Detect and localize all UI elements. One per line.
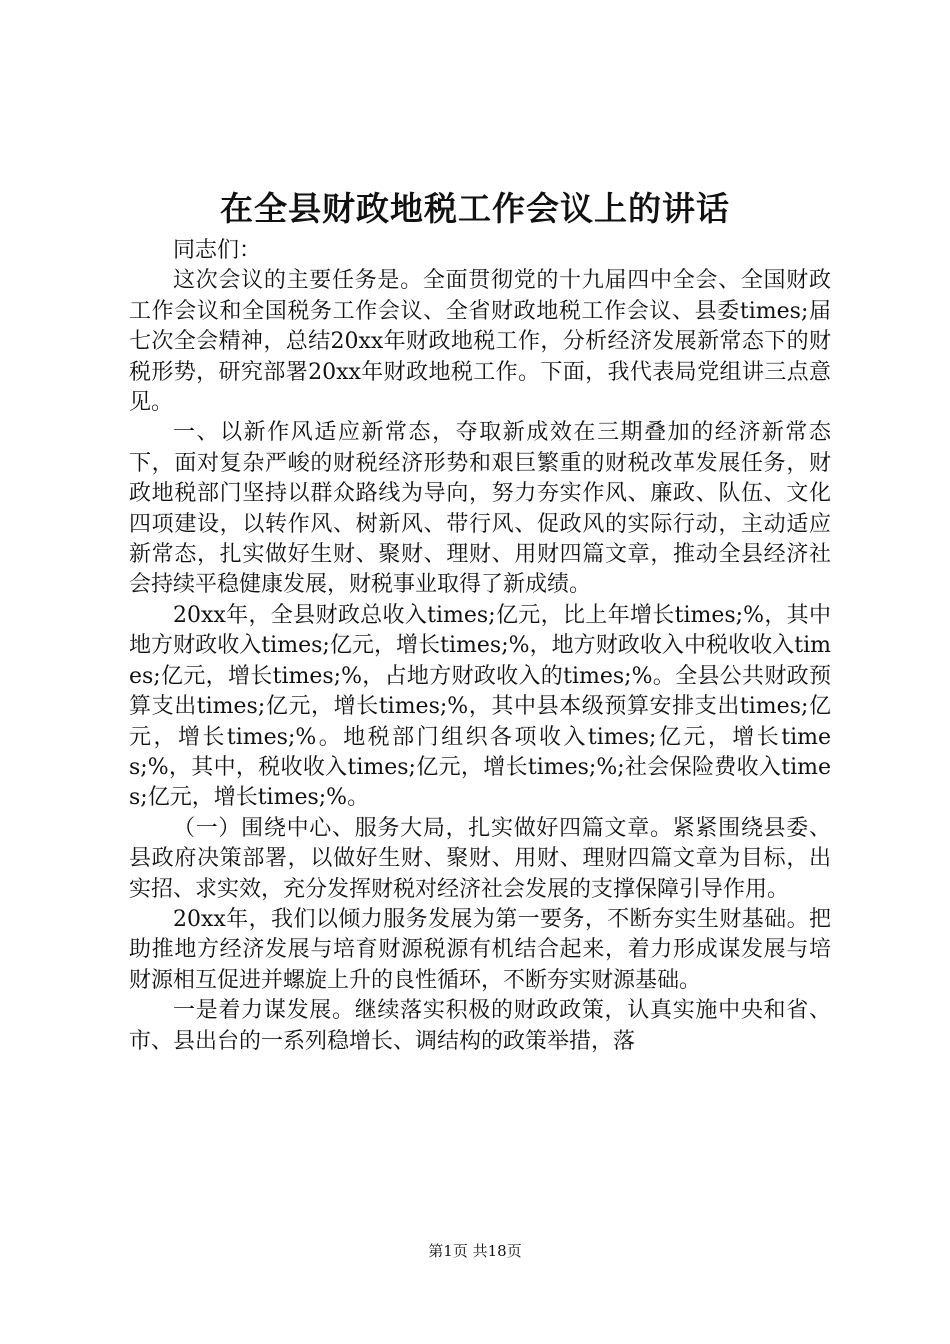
page-title: 在全县财政地税工作会议上的讲话: [220, 189, 730, 228]
body-paragraph: （一）围绕中心、服务大局，扎实做好四篇文章。紧紧围绕县委、县政府决策部署，以做好生财、聚财、用财、理财四篇文章为目标，出实招、求实效，充分发挥财税对经济社会发展的支撑保障引导作用。: [129, 815, 831, 902]
body-paragraph: 20xx年，我们以倾力服务发展为第一要务，不断夯实生财基础。把助推地方经济发展与培育财源税源有机结合起来，着力形成谋发展与培财源相互促进并螺旋上升的良性循环，不断夯实财源基础。: [129, 906, 831, 993]
body-paragraph: 20xx年，全县财政总收入times;亿元，比上年增长times;%，其中地方财政收入times;亿元，增长times;%，地方财政收入中税收收入times;亿元，增长times;%，占地方财政收入的times;%。全县公共财政预算支出times;亿元，增长times;%，其中县本级预算安排支出times;亿元，增长times;%。地税部门组织各项收入times;亿元，增长times;%，其中，税收收入times;亿元，增长times;%;社会保险费收入times;亿元，增长times;%。: [129, 602, 831, 811]
page-number-footer: 第1页 共18页: [428, 1242, 522, 1260]
body-paragraph: 一是着力谋发展。继续落实积极的财政政策，认真实施中央和省、市、县出台的一系列稳增长、调结构的政策举措，落: [129, 998, 831, 1054]
body-paragraph: 这次会议的主要任务是。全面贯彻党的十九届四中全会、全国财政工作会议和全国税务工作会议、全省财政地税工作会议、县委times;届七次全会精神，总结20xx年财政地税工作，分析经济发展新常态下的财税形势，研究部署20xx年财政地税工作。下面，我代表局党组讲三点意见。: [129, 268, 831, 416]
body-paragraph: 一、以新作风适应新常态，夺取新成效在三期叠加的经济新常态下，面对复杂严峻的财税经济形势和艰巨繁重的财税改革发展任务，财政地税部门坚持以群众路线为导向，努力夯实作风、廉政、队伍、文化四项建设，以转作风、树新风、带行风、促政风的实际行动，主动适应新常态，扎实做好生财、聚财、理财、用财四篇文章，推动全县经济社会持续平稳健康发展，财税事业取得了新成绩。: [129, 420, 831, 598]
salutation-paragraph: 同志们：: [173, 238, 262, 263]
document-body: [129, 236, 831, 1057]
